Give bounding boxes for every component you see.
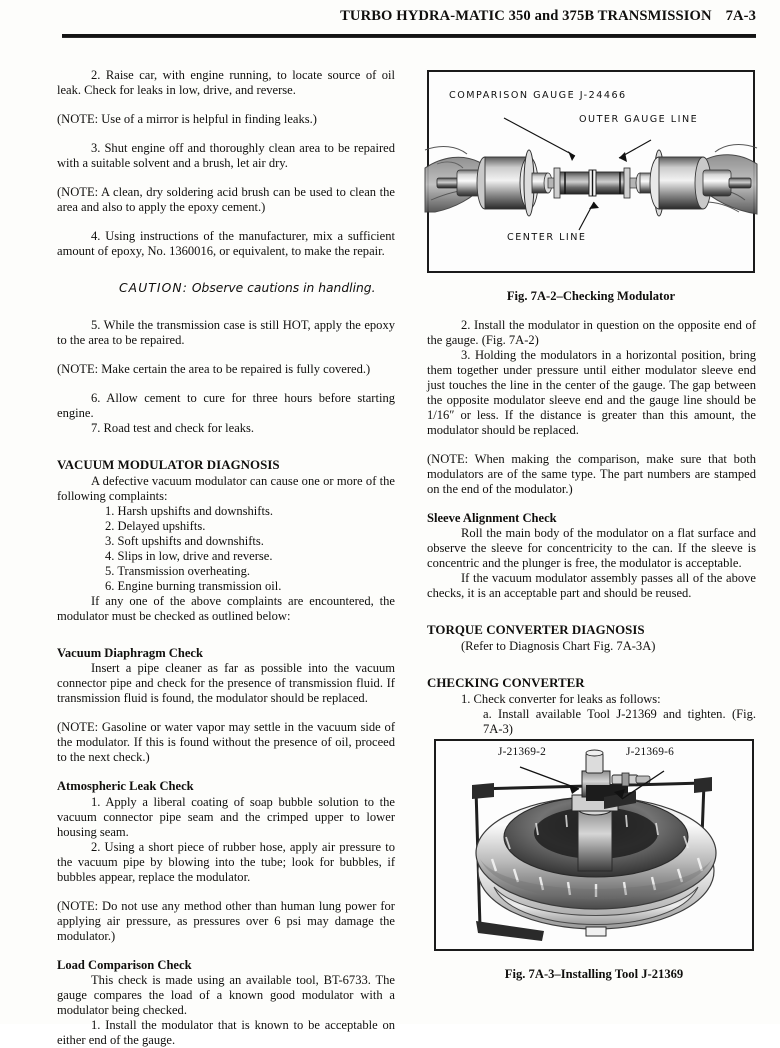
paragraph-lcc-2: 2. Install the modulator in question on the opposite end of the gauge. (Fig. 7A-2) — [427, 318, 756, 347]
spacer — [57, 127, 395, 141]
figure-installing-tool — [434, 739, 754, 982]
paragraph-step-5: 5. While the transmission case is still HOT, apply the epoxy to the area to be repaired. — [57, 318, 395, 348]
list-item: 2. Delayed upshifts. — [105, 518, 206, 533]
spacer — [57, 296, 395, 318]
paragraph-step-7: 7. Road test and check for leaks. — [91, 421, 255, 436]
heading-sleeve-alignment-check: Sleeve Alignment Check — [427, 511, 557, 525]
spacer — [57, 885, 395, 899]
spacer — [57, 215, 395, 229]
paragraph-alc-1: 1. Apply a liberal coating of soap bubble solution to the vacuum connector pipe seam and the crimped upper to lower housing seam. — [57, 794, 395, 839]
callout-comparison-gauge: COMPARISON GAUGE J-24466 — [449, 90, 627, 101]
caution-block — [57, 281, 395, 296]
paragraph-lcc-3: 3. Holding the modulators in a horizontal position, bring them together under pressure until either modulator sleeve end just touches the line in the center of the gauge. The gap between the opposite modulator sleeve end and the gauge line should be 1/16″ or less. If the distance is greater than this amount, the modulator should be replaced. — [427, 348, 756, 437]
heading-atmospheric-leak-check: Atmospheric Leak Check — [57, 779, 194, 794]
paragraph-alc-2: 2. Using a short piece of rubber hose, apply air pressure to the vacuum pipe by blowing into the tube; look for bubbles, if bubbles appear, replace the modulator. — [57, 839, 395, 884]
paragraph-step-3: 3. Shut engine off and thoroughly clean area to be repaired with a suitable solvent and a brush, let air dry. — [57, 141, 395, 170]
paragraph-vmd-intro: A defective vacuum modulator can cause one or more of the following complaints: — [57, 473, 395, 503]
spacer — [427, 601, 756, 623]
figure-checking-modulator — [427, 70, 755, 304]
heading-vacuum-modulator-diagnosis: VACUUM MODULATOR DIAGNOSIS — [57, 458, 280, 473]
complaint-list — [57, 504, 395, 594]
comparison-gauge — [554, 168, 630, 198]
paragraph-tcd-body: (Refer to Diagnosis Chart Fig. 7A-3A) — [461, 639, 656, 653]
spacer — [57, 171, 395, 185]
spacer — [57, 765, 395, 779]
spacer — [57, 706, 395, 720]
list-item: 3. Soft upshifts and downshifts. — [105, 533, 264, 548]
figure-caption: Fig. 7A-2–Checking Modulator — [506, 289, 676, 303]
paragraph-step-2: 2. Raise car, with engine running, to locate source of oil leak. Check for leaks in low, drive, and reverse. — [57, 68, 395, 97]
spacer — [57, 944, 395, 958]
spacer — [427, 497, 756, 511]
note-brush: (NOTE: A clean, dry soldering acid brush can be used to clean the area and also to apply the epoxy cement.) — [57, 185, 395, 214]
note-covered: (NOTE: Make certain the area to be repaired is fully covered.) — [57, 362, 371, 377]
caution-text: Observe cautions in handling. — [187, 281, 376, 295]
list-item: 4. Slips in low, drive and reverse. — [105, 548, 273, 563]
callout-j-21369-6: J-21369-6 — [626, 746, 674, 758]
callout-j-21369-2: J-21369-2 — [498, 746, 546, 758]
list-item: 5. Transmission overheating. — [105, 563, 250, 578]
paragraph-step-4: 4. Using instructions of the manufacturer, mix a sufficient amount of epoxy, No. 1360016, or equivalent, to make the repair. — [57, 229, 395, 258]
paragraph-lcc-1: 1. Install the modulator that is known to be acceptable on either end of the gauge. — [57, 1018, 395, 1048]
header-title: TURBO HYDRA-MATIC 350 and 375B TRANSMISSION — [340, 8, 712, 24]
page-header — [62, 8, 756, 25]
spacer — [57, 436, 395, 458]
left-text-column — [57, 68, 395, 1048]
paragraph-sac-body: Roll the main body of the modulator on a flat surface and observe the sleeve for concentricity to the can. If the sleeve is concentric and the plunger is free, the modulator is acceptable. — [427, 526, 756, 571]
spacer — [427, 438, 756, 452]
callout-outer-gauge-line: OUTER GAUGE LINE — [579, 114, 699, 125]
installing-tool-illustration — [436, 741, 752, 949]
paragraph-step-6: 6. Allow cement to cure for three hours before starting engine. — [57, 391, 395, 421]
callout-center-line: CENTER LINE — [507, 232, 587, 243]
spacer — [57, 377, 395, 391]
spacer — [57, 259, 395, 281]
paragraph-vdc-body: Insert a pipe cleaner as far as possible into the vacuum connector pipe and check for the presence of transmission fluid. If transmission fluid is found, the modulator should be replaced. — [57, 661, 395, 706]
checking-modulator-illustration — [429, 72, 753, 271]
caution-label: CAUTION: — [119, 281, 188, 295]
paragraph-cc-1: 1. Check converter for leaks as follows: — [461, 691, 661, 706]
paragraph-lcc-body: This check is made using an available tool, BT-6733. The gauge compares the load of a known good modulator with a modulator being checked. — [57, 973, 395, 1018]
note-mirror: (NOTE: Use of a mirror is helpful in finding leaks.) — [57, 112, 317, 126]
heading-vacuum-diaphragm-check: Vacuum Diaphragm Check — [57, 645, 203, 660]
note-gasoline: (NOTE: Gasoline or water vapor may settle in the vacuum side of the modulator. If this is found without the presence of oil, proceed to the next check.) — [57, 720, 395, 765]
paragraph-vmd-outro: If any one of the above complaints are encountered, the modulator must be checked as outlined below: — [57, 593, 395, 623]
note-lung: (NOTE: Do not use any method other than human lung power for applying air pressure, as pressures over 6 psi may damage the modulator.) — [57, 898, 395, 943]
header-rule — [62, 34, 756, 38]
figure-frame — [434, 739, 754, 951]
page-folio: 7A-3 — [725, 8, 756, 24]
paragraph-cc-1a: a. Install available Tool J-21369 and tighten. (Fig. 7A-3) — [483, 706, 756, 736]
list-item: 6. Engine burning transmission oil. — [105, 578, 282, 593]
heading-checking-converter: CHECKING CONVERTER — [427, 676, 585, 690]
right-text-column — [427, 318, 756, 737]
spacer — [57, 348, 395, 362]
paragraph-sac-outro: If the vacuum modulator assembly passes all of the above checks, it is an acceptable part and should be reused. — [427, 571, 756, 601]
figure-frame — [427, 70, 755, 273]
list-item: 1. Harsh upshifts and downshifts. — [105, 503, 273, 518]
figure-caption: Fig. 7A-3–Installing Tool J-21369 — [504, 967, 684, 981]
spacer — [57, 624, 395, 646]
spacer — [57, 98, 395, 112]
heading-torque-converter-diagnosis: TORQUE CONVERTER DIAGNOSIS — [427, 623, 645, 638]
note-comparison: (NOTE: When making the comparison, make sure that both modulators are of the same type. The part numbers are stamped on the end of the modulator.) — [427, 452, 756, 496]
heading-load-comparison-check: Load Comparison Check — [57, 957, 192, 972]
spacer — [427, 654, 756, 676]
